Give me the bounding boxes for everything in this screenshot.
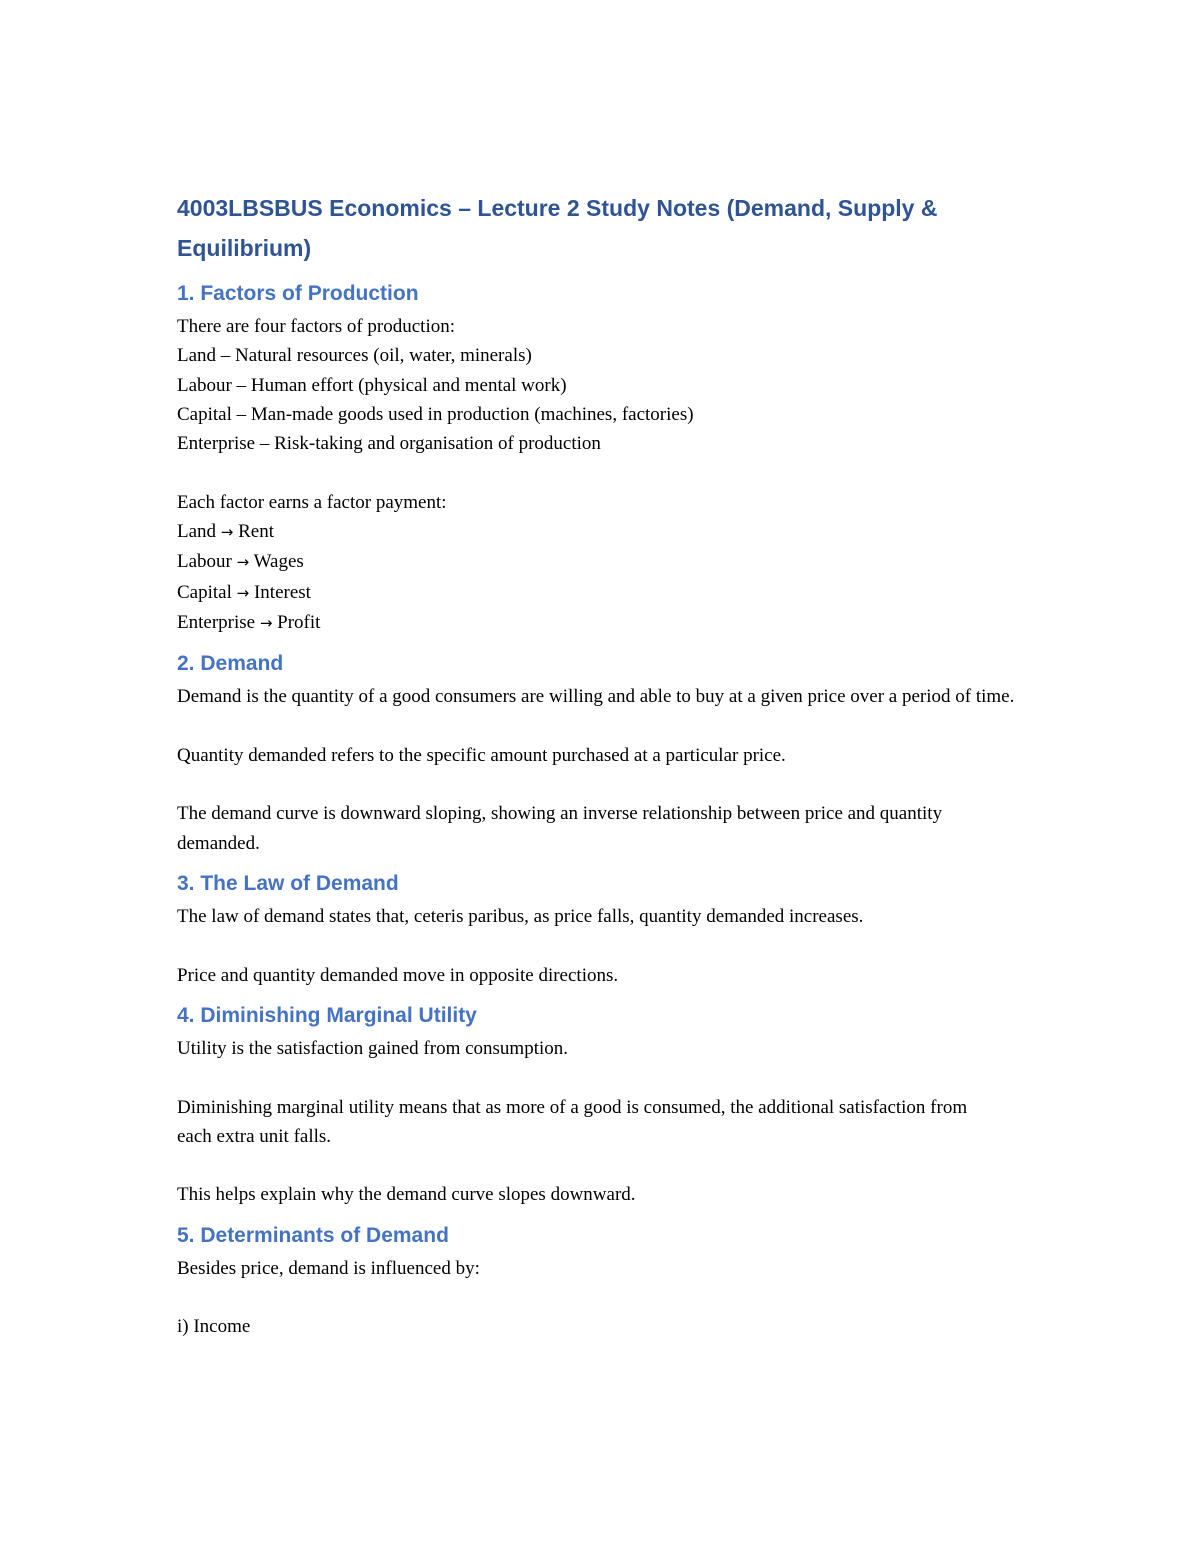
payment-item bbox=[177, 578, 1037, 608]
section-law-of-demand bbox=[177, 870, 1037, 990]
section-demand bbox=[177, 650, 1037, 858]
paragraph: The demand curve is downward sloping, showing an inverse relationship between price and quantity demanded. bbox=[177, 803, 943, 854]
payment-item bbox=[177, 547, 1037, 577]
factor-item: Labour – Human effort (physical and mental work) bbox=[177, 374, 567, 396]
paragraph: Price and quantity demanded move in opposite directions. bbox=[177, 964, 619, 986]
paragraph: This helps explain why the demand curve slopes downward. bbox=[177, 1184, 636, 1206]
payment-name: Interest bbox=[253, 581, 311, 603]
paragraph: Diminishing marginal utility means that as more of a good is consumed, the additional satisfaction from each extra unit falls. bbox=[177, 1096, 968, 1147]
paragraph: Quantity demanded refers to the specific amount purchased at a particular price. bbox=[177, 744, 786, 766]
section-heading: 4. Diminishing Marginal Utility bbox=[177, 1003, 477, 1027]
section-heading: 5. Determinants of Demand bbox=[177, 1223, 449, 1247]
section-diminishing-marginal-utility bbox=[177, 1002, 1037, 1210]
right-arrow-icon: → bbox=[259, 613, 273, 632]
list-item-income: i) Income bbox=[177, 1316, 251, 1338]
section-heading: 3. The Law of Demand bbox=[177, 872, 399, 896]
section-heading: 1. Factors of Production bbox=[177, 282, 419, 305]
right-arrow-icon: → bbox=[220, 523, 234, 542]
factors-list bbox=[177, 312, 1037, 458]
document-content bbox=[177, 188, 1037, 1342]
payment-name: Rent bbox=[238, 521, 275, 543]
section-factors-of-production bbox=[177, 280, 1037, 638]
paragraph: Demand is the quantity of a good consumers are willing and able to buy at a given price over a period of time. bbox=[177, 686, 1015, 708]
section-heading: 2. Demand bbox=[177, 652, 284, 676]
payment-factor: Capital bbox=[177, 581, 232, 603]
section-determinants-of-demand bbox=[177, 1222, 1037, 1342]
payments-intro: Each factor earns a factor payment: bbox=[177, 491, 447, 513]
payment-item bbox=[177, 608, 1037, 638]
paragraph: The law of demand states that, ceteris paribus, as price falls, quantity demanded increases. bbox=[177, 906, 864, 928]
payment-factor: Land bbox=[177, 521, 217, 543]
factor-item: Land – Natural resources (oil, water, minerals) bbox=[177, 345, 532, 367]
factor-item: Enterprise – Risk-taking and organisation of production bbox=[177, 433, 601, 455]
paragraph: Besides price, demand is influenced by: bbox=[177, 1257, 480, 1279]
document-title: 4003LBSBUS Economics – Lecture 2 Study Notes (Demand, Supply & Equilibrium) bbox=[177, 195, 938, 261]
paragraph: Utility is the satisfaction gained from consumption. bbox=[177, 1037, 569, 1059]
payment-name: Profit bbox=[277, 611, 321, 633]
right-arrow-icon: → bbox=[236, 553, 250, 572]
factor-item: Capital – Man-made goods used in production (machines, factories) bbox=[177, 403, 694, 425]
payment-name: Wages bbox=[253, 551, 304, 573]
payment-factor: Enterprise bbox=[177, 611, 256, 633]
factor-payments-list bbox=[177, 488, 1037, 638]
factors-intro: There are four factors of production: bbox=[177, 316, 456, 337]
payment-item bbox=[177, 517, 1037, 547]
payment-factor: Labour bbox=[177, 551, 232, 573]
right-arrow-icon: → bbox=[236, 583, 250, 602]
